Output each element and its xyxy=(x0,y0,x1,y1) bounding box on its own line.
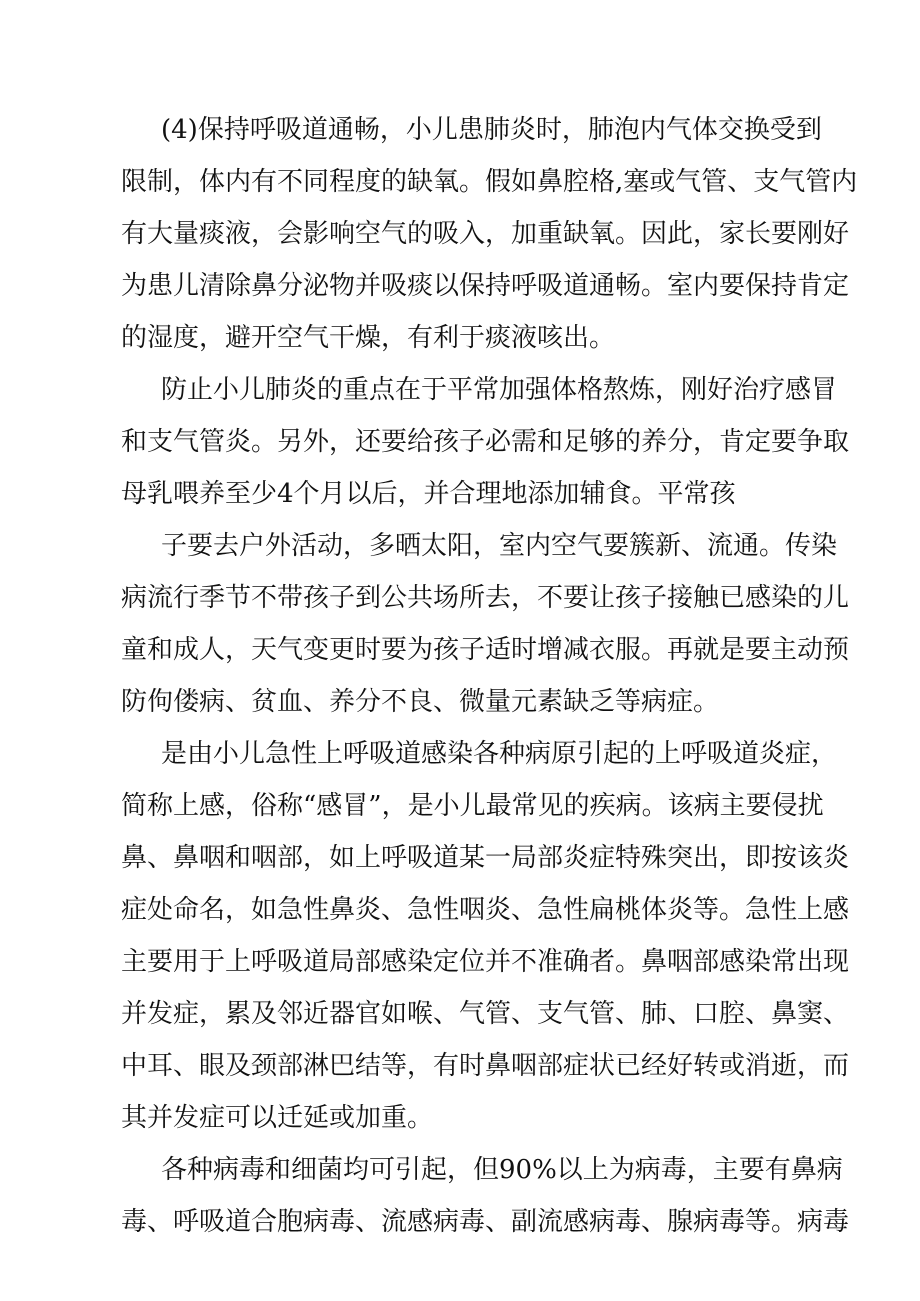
text-line: 其并发症可以迁延或加重。 xyxy=(121,1103,434,1133)
text-line: 并发症，累及邻近器官如喉、气管、支气管、肺、口腔、鼻窦、 xyxy=(121,999,850,1029)
text-line: 子要去户外活动，多晒太阳，室内空气要簇新、流通。传染 xyxy=(161,531,838,561)
text-line: 各种病毒和细菌均可引起，但90%以上为病毒，主要有鼻病 xyxy=(161,1155,843,1185)
paragraph xyxy=(121,737,850,1153)
text-line: 鼻、鼻咽和咽部，如上呼吸道某一局部炎症特殊突出，即按该炎 xyxy=(121,843,850,873)
text-line: 防佝偻病、贫血、养分不良、微量元素缺乏等病症。 xyxy=(121,687,720,717)
text-line: 有大量痰液，会影响空气的吸入，加重缺氧。因此，家长要刚好 xyxy=(121,219,850,249)
text-line: 为患儿清除鼻分泌物并吸痰以保持呼吸道通畅。室内要保持肯定 xyxy=(121,271,850,301)
text-line: 和支气管炎。另外，还要给孩子必需和足够的养分，肯定要争取 xyxy=(121,427,850,457)
text-line: 的湿度，避开空气干燥，有利于痰液咳出。 xyxy=(121,323,616,353)
text-line: 病流行季节不带孩子到公共场所去，不要让孩子接触已感染的儿 xyxy=(121,583,850,613)
text-line: 限制，体内有不同程度的缺氧。假如鼻腔格,塞或气管、支气管内 xyxy=(121,167,858,197)
text-line: 防止小儿肺炎的重点在于平常加强体格熬炼，刚好治疗感冒 xyxy=(161,375,838,405)
text-line: 母乳喂养至少4个月以后，并合理地添加辅食。平常孩 xyxy=(121,479,736,509)
paragraph xyxy=(121,113,858,373)
text-line: 是由小儿急性上呼吸道感染各种病原引起的上呼吸道炎症， xyxy=(161,739,838,769)
text-line: 简称上感，俗称“感冒”，是小儿最常见的疾病。该病主要侵扰 xyxy=(121,791,824,821)
text-line: (4)保持呼吸道通畅，小儿患肺炎时，肺泡内气体交换受到 xyxy=(161,115,822,145)
text-line: 童和成人，天气变更时要为孩子适时增减衣服。再就是要主动预 xyxy=(121,635,850,665)
document-body xyxy=(121,113,858,1257)
paragraph xyxy=(121,373,850,529)
text-line: 症处命名，如急性鼻炎、急性咽炎、急性扁桃体炎等。急性上感 xyxy=(121,895,850,925)
text-line: 毒、呼吸道合胞病毒、流感病毒、副流感病毒、腺病毒等。病毒 xyxy=(121,1207,850,1237)
text-line: 中耳、眼及颈部淋巴结等，有时鼻咽部症状已经好转或消逝，而 xyxy=(121,1051,850,1081)
paragraph xyxy=(121,1153,850,1257)
text-line: 主要用于上呼吸道局部感染定位并不准确者。鼻咽部感染常出现 xyxy=(121,947,850,977)
paragraph xyxy=(121,529,850,737)
